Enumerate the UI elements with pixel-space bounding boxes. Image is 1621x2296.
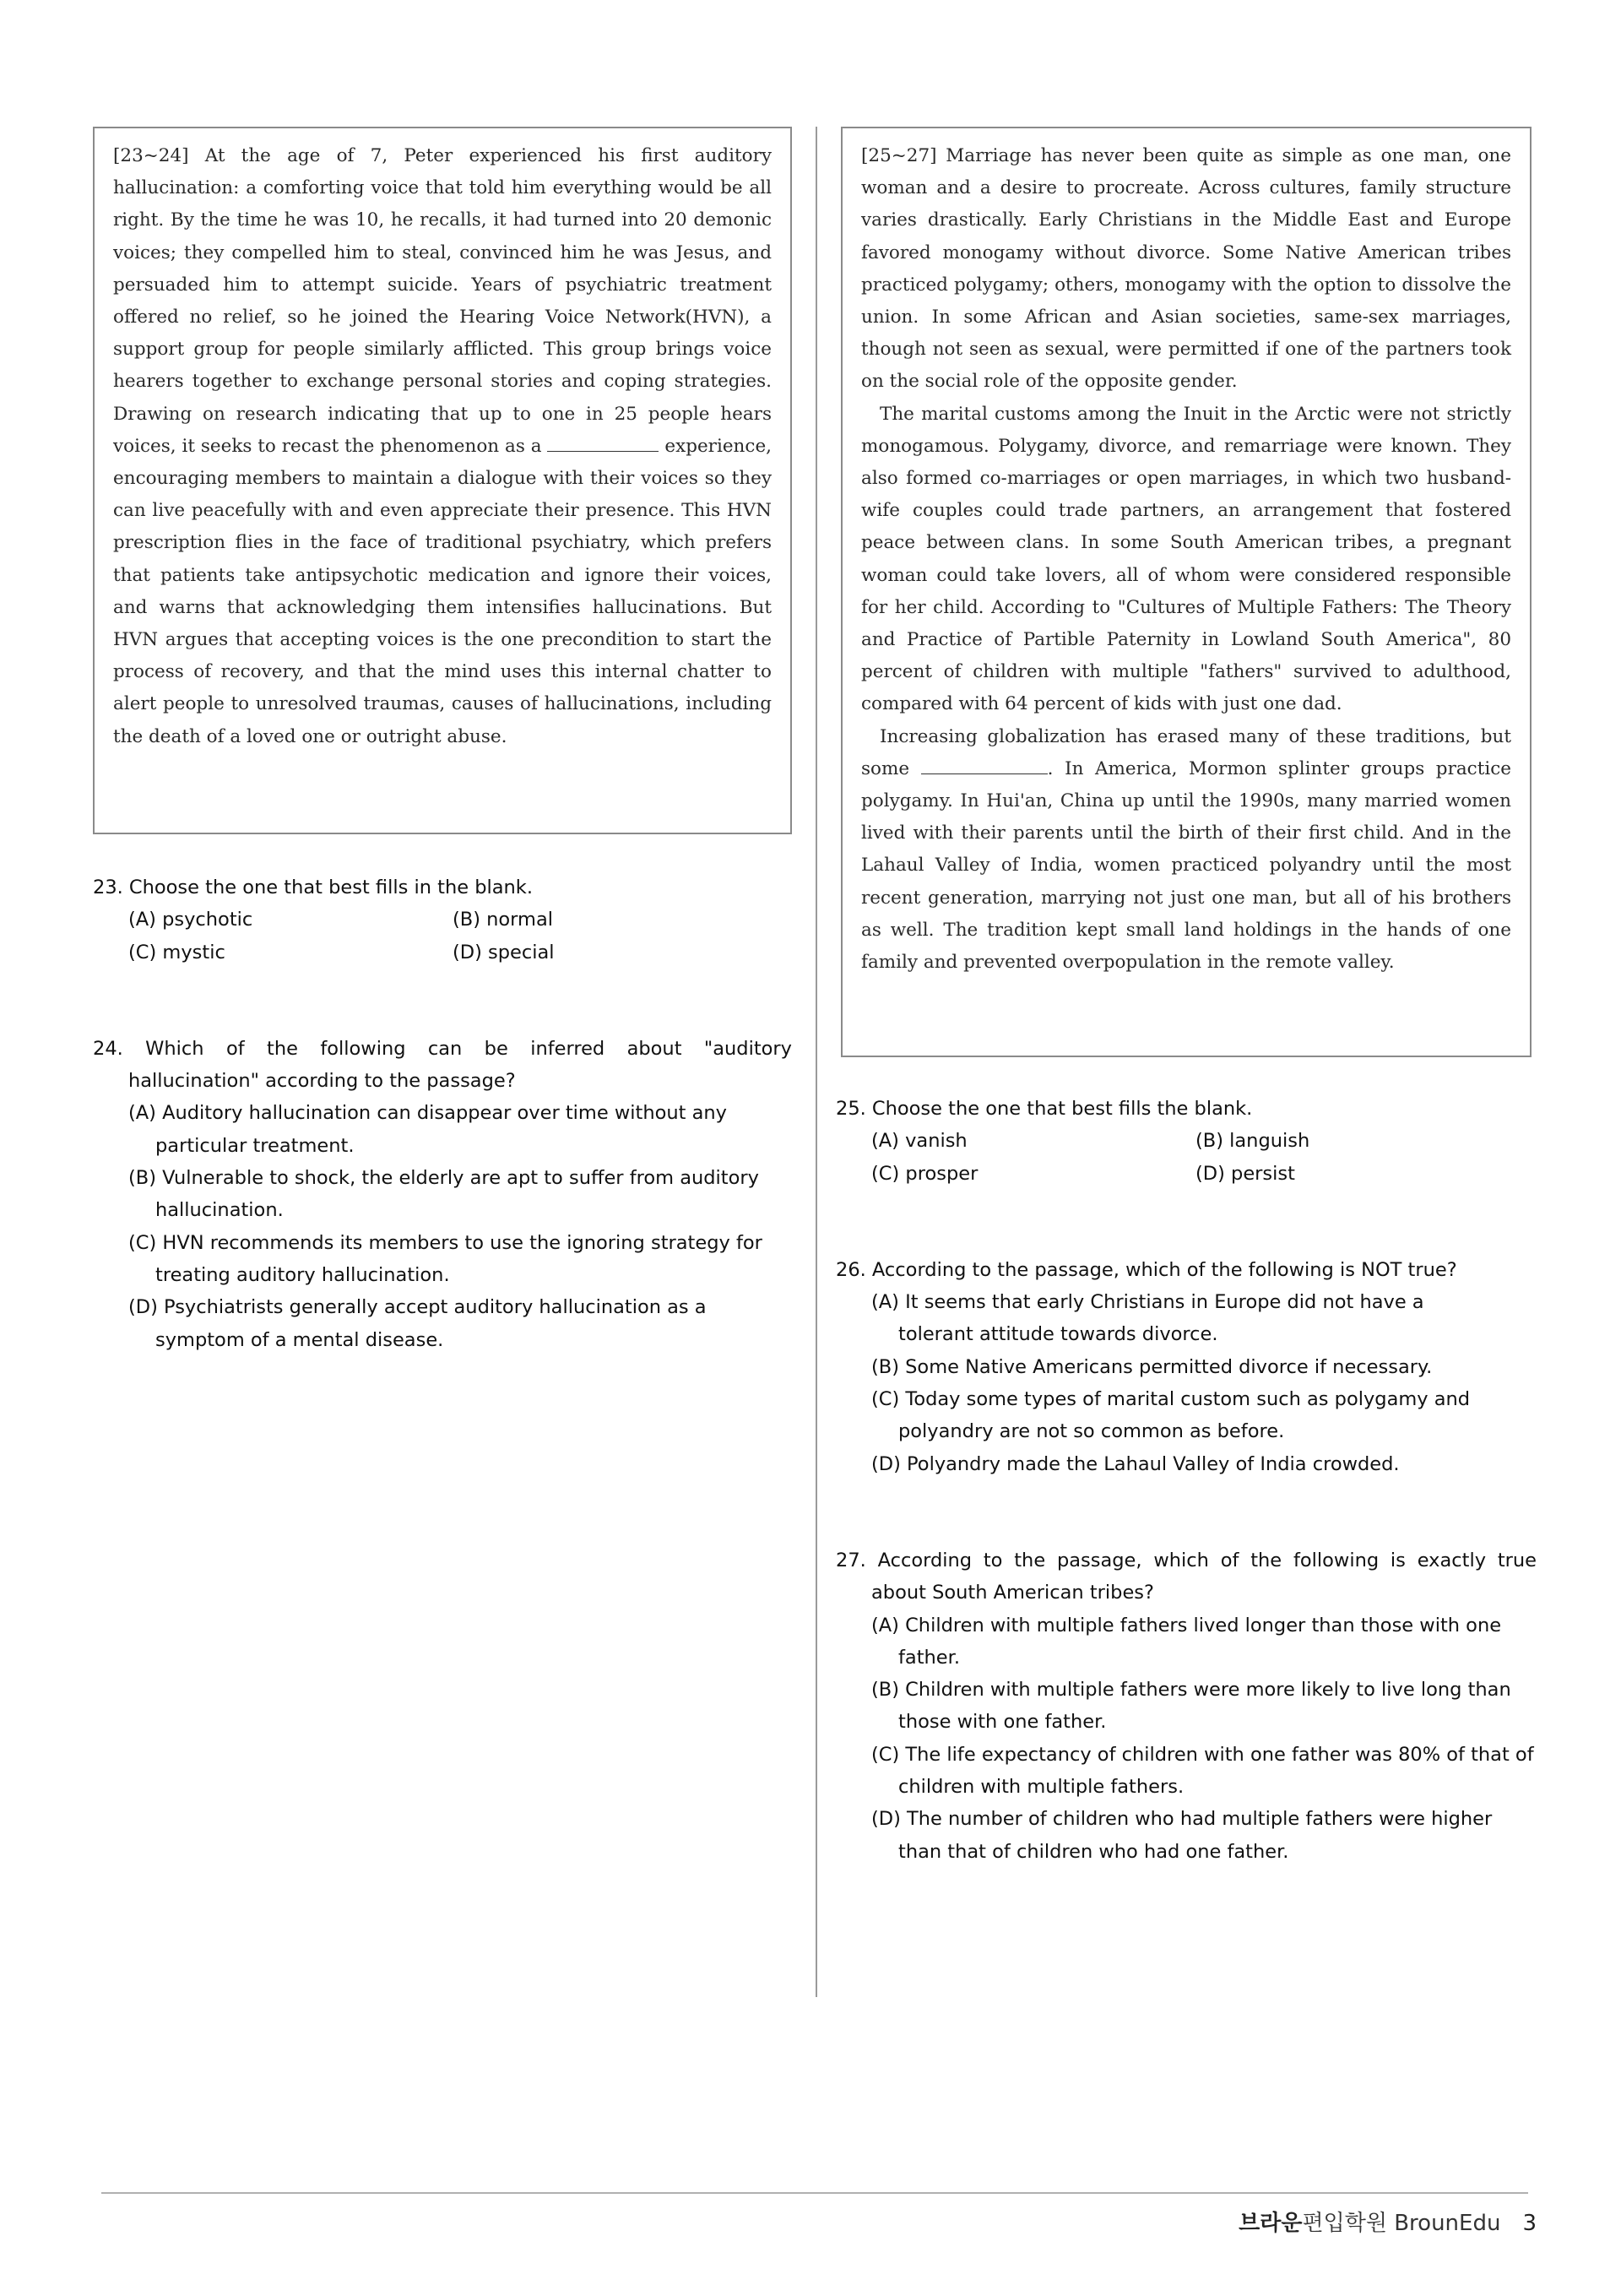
option-grid bbox=[93, 904, 792, 969]
question-25 bbox=[836, 1093, 1537, 1190]
passage-paragraph: [25~27] Marriage has never been quite as simple as one man, one woman and a desire to procreate. Across cultures, family structure varies drastically. Early Christians in the Middle East and Europe favored monogamy without divorce. Some Native American tribes practiced polygamy; others, monogamy with the option to dissolve the union. In some African and Asian societies, same-sex marriages, though not seen as sexual, were permitted if one of the partners took on the social role of the opposite gender. bbox=[861, 145, 1511, 393]
option-d[interactable]: (D) persist bbox=[1195, 1162, 1295, 1185]
blank-line bbox=[547, 450, 659, 452]
page-number: 3 bbox=[1522, 2211, 1537, 2236]
option-d[interactable]: (D) Psychiatrists generally accept auditory hallucination as a symptom of a mental disease. bbox=[128, 1296, 707, 1351]
option-b[interactable]: (B) Some Native Americans permitted divorce if necessary. bbox=[871, 1355, 1433, 1378]
passage-23-24 bbox=[93, 127, 792, 834]
passage-25-27 bbox=[841, 127, 1532, 1057]
passage-paragraph: [23~24] At the age of 7, Peter experienced his first auditory hallucination: a comforting voice that told him everything would be all right. By the time he was 10, he recalls, it had turned into 20 demonic voices; they compelled him to steal, convinced him he was Jesus, and persuaded him to attempt suicide. Years of psychiatric treatment offered no relief, so he joined the Hearing Voice Network(HVN), a support group for people similarly afflicted. This group brings voice hearers together to exchange personal stories and coping strategies. Drawing on research indicating that up to one in 25 people hears voices, it seeks to recast the phenomenon as a experience, encouraging members to maintain a dialogue with their voices so they can live peacefully with and even appreciate their presence. This HVN prescription flies in the face of traditional psychiatry, which prefers that patients take antipsychotic medication and ignore their voices, and warns that acknowledging them intensifies hallucinations. But HVN argues that accepting voices is the one precondition to start the process of recovery, and that the mind uses this internal chatter to alert people to unresolved traumas, causes of hallucinations, including the death of a loved one or outright abuse. bbox=[113, 145, 773, 747]
option-c[interactable]: (C) The life expectancy of children with one father was 80% of that of children with multiple fathers. bbox=[871, 1743, 1534, 1799]
question-stem: 24. Which of the following can be inferred about "auditory hallucination" according to the passage? bbox=[93, 1037, 792, 1093]
question-26 bbox=[836, 1254, 1537, 1480]
passage-paragraph: The marital customs among the Inuit in the Arctic were not strictly monogamous. Polygamy, divorce, and remarriage were known. They also formed co-marriages or open marriages, in which two husband-wife couples could trade partners, an arrangement that fostered peace between clans. In some South American tribes, a pregnant woman could take lovers, all of whom were considered responsible for her child. According to "Cultures of Multiple Fathers: The Theory and Practice of Partible Paternity in Lowland South America", 80 percent of children with multiple "fathers" survived to adulthood, compared with 64 percent of kids with just one dad. bbox=[861, 403, 1511, 715]
option-b[interactable]: (B) Vulnerable to shock, the elderly are apt to suffer from auditory hallucination. bbox=[128, 1167, 759, 1222]
option-b[interactable]: (B) normal bbox=[453, 909, 553, 931]
passage-paragraph: Increasing globalization has erased many of these traditions, but some . In America, Mormon splinter groups practice polygamy. In Hui'an, China up until the 1990s, many married women lived with their parents until the birth of their first child. And in the Lahaul Valley of India, women practiced polyandry until the most recent generation, marrying not just one man, but all of his brothers as well. The tradition kept small land holdings in the hands of one family and prevented overpopulation in the remote valley. bbox=[861, 725, 1511, 974]
left-column bbox=[93, 127, 792, 1356]
page-footer bbox=[1239, 2206, 1537, 2237]
question-27 bbox=[836, 1544, 1537, 1868]
question-stem: 25. Choose the one that best fills the blank. bbox=[836, 1098, 1253, 1120]
option-c[interactable]: (C) HVN recommends its members to use the ignoring strategy for treating auditory hallucination. bbox=[128, 1231, 762, 1286]
right-column bbox=[836, 127, 1537, 1868]
option-a[interactable]: (A) Children with multiple fathers lived longer than those with one father. bbox=[871, 1614, 1502, 1669]
option-c[interactable]: (C) mystic bbox=[128, 941, 225, 963]
option-list bbox=[93, 1097, 792, 1355]
question-stem: 23. Choose the one that best fills in the blank. bbox=[93, 877, 533, 898]
option-d[interactable]: (D) special bbox=[453, 941, 555, 963]
question-24 bbox=[93, 1033, 792, 1356]
option-b[interactable]: (B) Children with multiple fathers were more likely to live long than those with one father. bbox=[871, 1679, 1511, 1734]
brand-logo: 브라운편입학원 BrounEdu bbox=[1239, 2211, 1501, 2236]
option-grid bbox=[836, 1125, 1537, 1190]
option-c[interactable]: (C) prosper bbox=[871, 1162, 979, 1185]
question-stem: 27. According to the passage, which of the following is exactly true about South American tribes? bbox=[836, 1549, 1537, 1604]
option-a[interactable]: (A) Auditory hallucination can disappear over time without any particular treatment. bbox=[128, 1102, 727, 1157]
question-23 bbox=[93, 871, 792, 969]
option-b[interactable]: (B) languish bbox=[1195, 1130, 1310, 1153]
footer-rule bbox=[101, 2192, 1528, 2194]
option-c[interactable]: (C) Today some types of marital custom such as polygamy and polyandry are not so common as before. bbox=[871, 1388, 1471, 1443]
option-a[interactable]: (A) psychotic bbox=[128, 909, 253, 931]
option-d[interactable]: (D) Polyandry made the Lahaul Valley of India crowded. bbox=[871, 1452, 1400, 1475]
column-divider bbox=[816, 127, 817, 1997]
option-list bbox=[836, 1609, 1537, 1868]
option-d[interactable]: (D) The number of children who had multiple fathers were higher than that of children who had one father. bbox=[871, 1808, 1493, 1863]
option-a[interactable]: (A) vanish bbox=[871, 1130, 968, 1153]
question-stem: 26. According to the passage, which of the following is NOT true? bbox=[836, 1258, 1457, 1281]
option-list bbox=[836, 1286, 1537, 1480]
blank-line bbox=[921, 773, 1048, 774]
option-a[interactable]: (A) It seems that early Christians in Europe did not have a tolerant attitude towards divorce. bbox=[871, 1291, 1424, 1346]
